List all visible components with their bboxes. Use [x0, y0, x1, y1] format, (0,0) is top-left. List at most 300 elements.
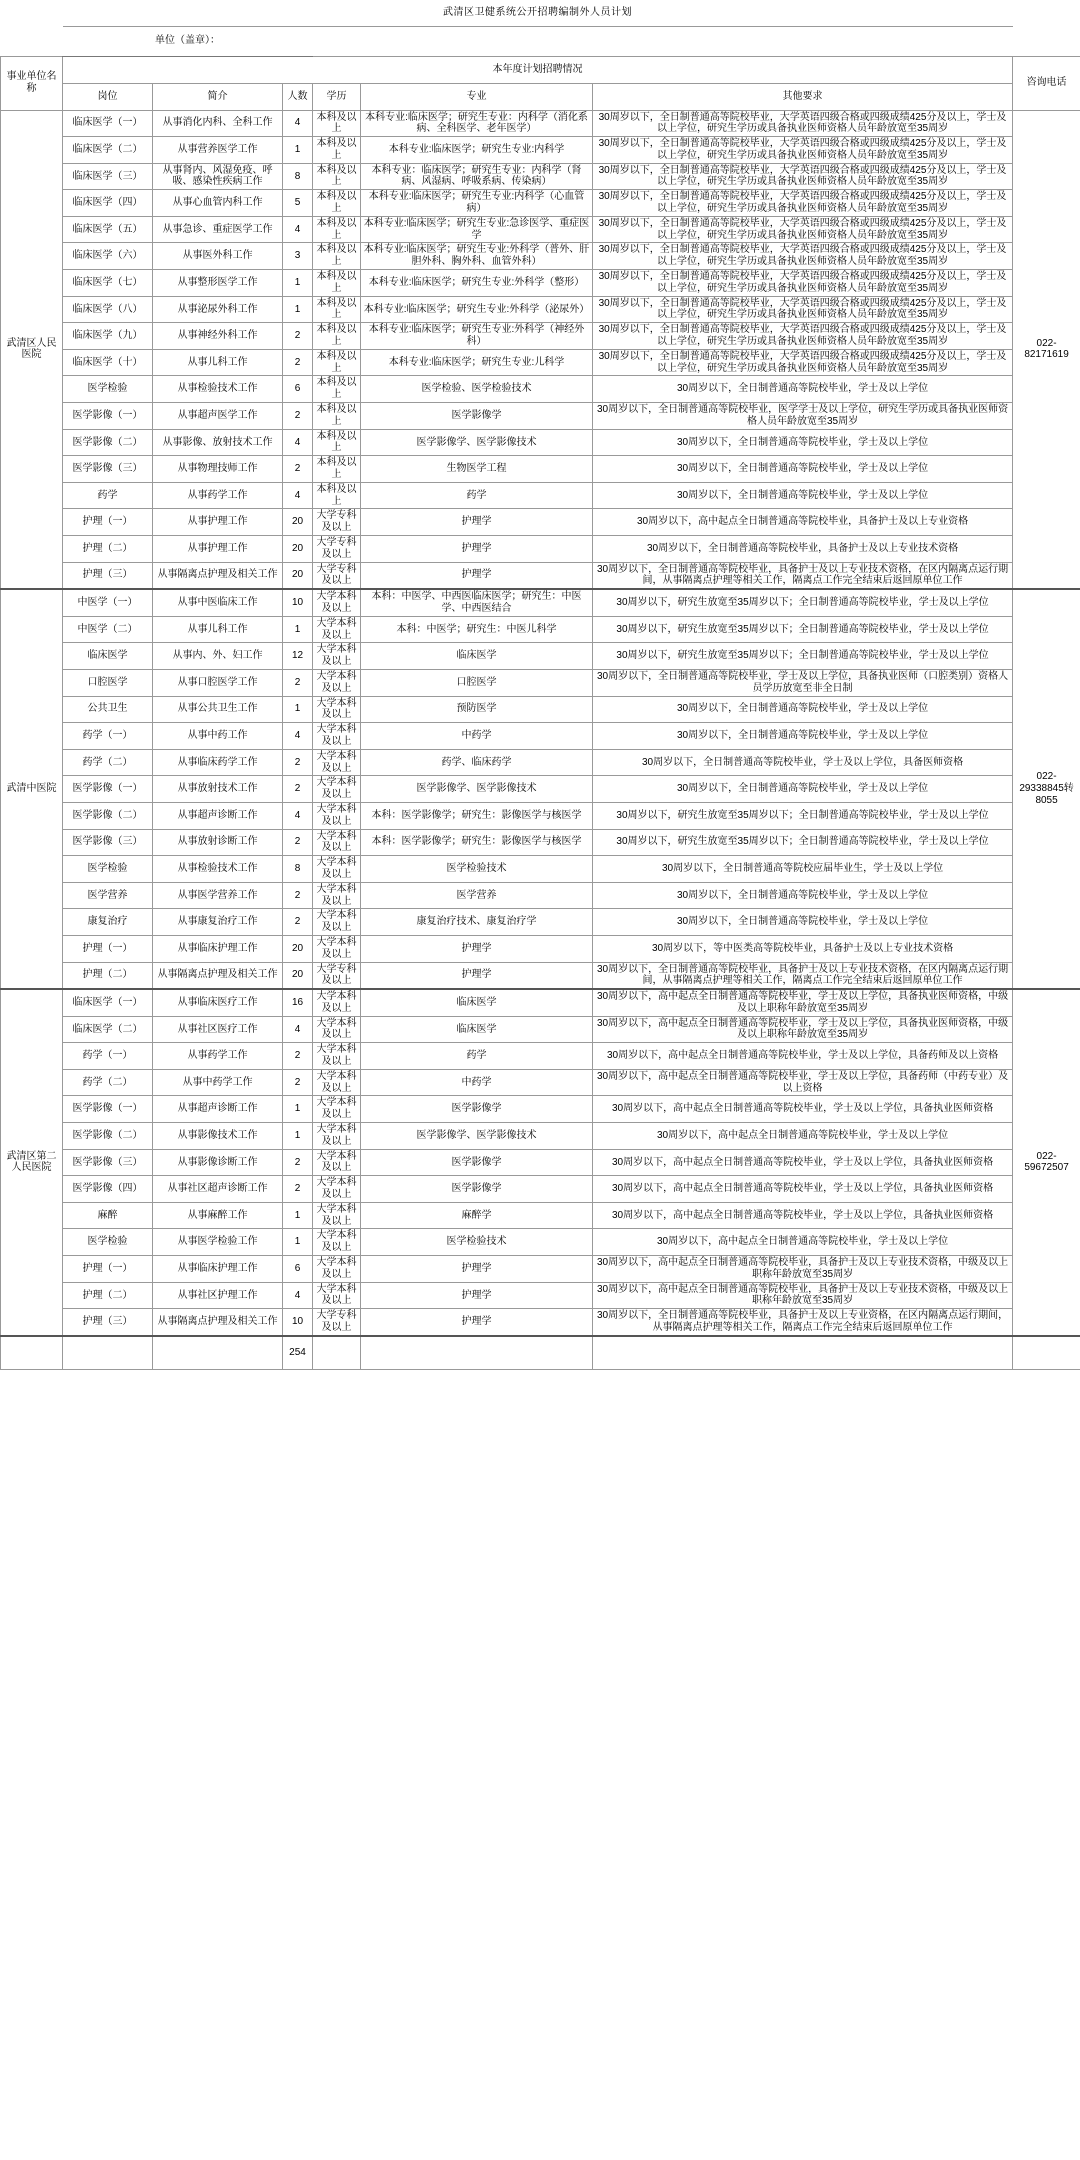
major-requirement: 本科专业:临床医学；研究生专业:内科学（心血管病） [361, 190, 593, 217]
education-requirement: 本科及以上 [313, 216, 361, 243]
headcount: 4 [283, 216, 313, 243]
unit-name-cell: 武清中医院 [1, 589, 63, 989]
major-requirement: 本科专业:临床医学；研究生专业:外科学（普外、肝胆外科、胸外科、血管外科） [361, 243, 593, 270]
table-row [1, 1123, 1080, 1150]
unit-name-cell: 武清区第二人民医院 [1, 989, 63, 1336]
table-row [1, 749, 1080, 776]
major-requirement: 护理学 [361, 1309, 593, 1336]
education-requirement: 本科及以上 [313, 190, 361, 217]
major-requirement: 本科：中医学；研究生：中医儿科学 [361, 616, 593, 643]
major-requirement: 药学 [361, 1043, 593, 1070]
table-row [1, 776, 1080, 803]
header-row-group [1, 56, 1080, 83]
table-row [1, 1256, 1080, 1283]
post-brief: 从事超声诊断工作 [153, 1096, 283, 1123]
post-name: 护理（二） [63, 1282, 153, 1309]
education-requirement: 大学本科及以上 [313, 1256, 361, 1283]
post-name: 中医学（二） [63, 616, 153, 643]
post-name: 临床医学（四） [63, 190, 153, 217]
table-row [1, 1096, 1080, 1123]
education-requirement: 大学本科及以上 [313, 1069, 361, 1096]
other-requirement: 30周岁以下，全日制普通高等院校毕业，大学英语四级合格或四级成绩425分及以上，学士及以上学位，研究生学历或具备执业医师资格人员年龄放宽至35周岁 [593, 270, 1013, 297]
total-other-blank [593, 1336, 1013, 1370]
major-requirement: 麻醉学 [361, 1202, 593, 1229]
education-requirement: 本科及以上 [313, 110, 361, 137]
headcount: 4 [283, 802, 313, 829]
post-name: 医学影像（一） [63, 403, 153, 430]
other-requirement: 30周岁以下，等中医类高等院校毕业，具备护士及以上专业技术资格 [593, 935, 1013, 962]
total-row [1, 1336, 1080, 1370]
post-name: 药学 [63, 482, 153, 509]
post-brief: 从事药学工作 [153, 482, 283, 509]
table-row [1, 1149, 1080, 1176]
education-requirement: 大学专科及以上 [313, 536, 361, 563]
post-name: 医学检验 [63, 1229, 153, 1256]
headcount: 2 [283, 749, 313, 776]
education-requirement: 本科及以上 [313, 323, 361, 350]
major-requirement: 本科专业:临床医学；研究生专业:外科学（泌尿外） [361, 296, 593, 323]
education-requirement: 大学本科及以上 [313, 749, 361, 776]
other-requirement: 30周岁以下，全日制普通高等院校毕业，医学学士及以上学位，研究生学历或具备执业医师资格人员年龄放宽至35周岁 [593, 403, 1013, 430]
education-requirement: 本科及以上 [313, 429, 361, 456]
table-row [1, 935, 1080, 962]
other-requirement: 30周岁以下，全日制普通高等院校毕业，学士及以上学位 [593, 882, 1013, 909]
headcount: 1 [283, 1123, 313, 1150]
post-name: 临床医学（二） [63, 137, 153, 164]
major-requirement: 医学影像学 [361, 1149, 593, 1176]
education-requirement: 大学本科及以上 [313, 1202, 361, 1229]
post-name: 临床医学（五） [63, 216, 153, 243]
other-requirement: 30周岁以下，高中起点全日制普通高等院校毕业，学士及以上学位，具备执业医师资格 [593, 1149, 1013, 1176]
headcount: 2 [283, 1043, 313, 1070]
headcount: 1 [283, 1202, 313, 1229]
post-name: 康复治疗 [63, 909, 153, 936]
headcount: 2 [283, 349, 313, 376]
post-name: 医学影像（二） [63, 429, 153, 456]
table-row [1, 723, 1080, 750]
education-requirement: 大学专科及以上 [313, 509, 361, 536]
post-brief: 从事护理工作 [153, 509, 283, 536]
other-requirement: 30周岁以下，高中起点全日制普通高等院校毕业，学士及以上学位 [593, 1229, 1013, 1256]
headcount: 2 [283, 403, 313, 430]
major-requirement: 药学、临床药学 [361, 749, 593, 776]
post-name: 药学（二） [63, 749, 153, 776]
post-name: 临床医学（二） [63, 1016, 153, 1043]
headcount: 2 [283, 829, 313, 856]
unit-stamp-label: 单位（盖章）： [63, 26, 313, 56]
post-brief: 从事医外科工作 [153, 243, 283, 270]
education-requirement: 大学本科及以上 [313, 909, 361, 936]
post-name: 临床医学（一） [63, 989, 153, 1016]
post-name: 临床医学（八） [63, 296, 153, 323]
total-brief-blank [153, 1336, 283, 1370]
post-brief: 从事消化内科、全科工作 [153, 110, 283, 137]
header-row-columns [1, 83, 1080, 110]
post-brief: 从事影像技术工作 [153, 1123, 283, 1150]
headcount: 1 [283, 1229, 313, 1256]
table-row [1, 323, 1080, 350]
post-brief: 从事超声医学工作 [153, 403, 283, 430]
table-row [1, 962, 1080, 989]
page-title: 武清区卫健系统公开招聘编制外人员计划 [63, 0, 1013, 26]
headcount: 5 [283, 190, 313, 217]
column-header-major: 专业 [361, 83, 593, 110]
other-requirement: 30周岁以下，全日制普通高等院校毕业，学士及以上学位 [593, 429, 1013, 456]
post-name: 医学影像（三） [63, 456, 153, 483]
column-header-unit: 事业单位名称 [1, 56, 63, 110]
table-row [1, 856, 1080, 883]
education-requirement: 大学本科及以上 [313, 669, 361, 696]
education-requirement: 大学本科及以上 [313, 1149, 361, 1176]
stamp-row [1, 26, 1080, 56]
education-requirement: 大学本科及以上 [313, 1016, 361, 1043]
headcount: 6 [283, 376, 313, 403]
post-brief: 从事肾内、风湿免疫、呼吸、感染性疾病工作 [153, 163, 283, 190]
post-name: 护理（一） [63, 935, 153, 962]
table-row [1, 376, 1080, 403]
other-requirement: 30周岁以下，全日制普通高等院校毕业，学士及以上学位，具备执业医师（口腔类别）资格人员学历放宽至非全日制 [593, 669, 1013, 696]
headcount: 1 [283, 616, 313, 643]
major-requirement: 护理学 [361, 509, 593, 536]
education-requirement: 大学本科及以上 [313, 1282, 361, 1309]
major-requirement: 本科专业:临床医学；研究生专业：内科学（消化系病、全科医学、老年医学） [361, 110, 593, 137]
headcount: 2 [283, 323, 313, 350]
other-requirement: 30周岁以下，研究生放宽至35周岁以下；全日制普通高等院校毕业，学士及以上学位 [593, 643, 1013, 670]
major-requirement: 医学检验、医学检验技术 [361, 376, 593, 403]
post-name: 临床医学（六） [63, 243, 153, 270]
post-brief: 从事公共卫生工作 [153, 696, 283, 723]
major-requirement: 医学影像学、医学影像技术 [361, 776, 593, 803]
post-brief: 从事神经外科工作 [153, 323, 283, 350]
headcount: 20 [283, 935, 313, 962]
table-row [1, 669, 1080, 696]
post-brief: 从事超声诊断工作 [153, 802, 283, 829]
major-requirement: 本科专业:临床医学；研究生专业:外科学（整形） [361, 270, 593, 297]
other-requirement: 30周岁以下，高中起点全日制普通高等院校毕业，具备护士及以上专业技术资格，中级及以上职称年龄放宽至35周岁 [593, 1256, 1013, 1283]
education-requirement: 大学本科及以上 [313, 1229, 361, 1256]
education-requirement: 本科及以上 [313, 296, 361, 323]
post-brief: 从事中医临床工作 [153, 589, 283, 616]
headcount: 4 [283, 110, 313, 137]
post-brief: 从事临床医疗工作 [153, 989, 283, 1016]
other-requirement: 30周岁以下，全日制普通高等院校毕业，学士及以上学位 [593, 723, 1013, 750]
column-header-count: 人数 [283, 83, 313, 110]
table-row [1, 509, 1080, 536]
headcount: 2 [283, 909, 313, 936]
column-header-group: 本年度计划招聘情况 [63, 56, 1013, 83]
education-requirement: 大学本科及以上 [313, 589, 361, 616]
headcount: 10 [283, 1309, 313, 1336]
post-brief: 从事医学检验工作 [153, 1229, 283, 1256]
education-requirement: 大学本科及以上 [313, 989, 361, 1016]
other-requirement: 30周岁以下，全日制普通高等院校毕业，具备护士及以上专业技术资格，在区内隔离点运行期间，从事隔离点护理等相关工作，隔离点工作完全结束后返回原单位工作 [593, 962, 1013, 989]
table-row [1, 190, 1080, 217]
post-brief: 从事儿科工作 [153, 349, 283, 376]
major-requirement: 医学影像学 [361, 1096, 593, 1123]
title-spacer-right [1013, 0, 1080, 26]
other-requirement: 30周岁以下，高中起点全日制普通高等院校毕业，学士及以上学位，具备药师（中药专业）及以上资格 [593, 1069, 1013, 1096]
other-requirement: 30周岁以下，全日制普通高等院校毕业，学士及以上学位 [593, 456, 1013, 483]
other-requirement: 30周岁以下，全日制普通高等院校毕业，大学英语四级合格或四级成绩425分及以上，学士及以上学位，研究生学历或具备执业医师资格人员年龄放宽至35周岁 [593, 323, 1013, 350]
table-row [1, 1309, 1080, 1336]
column-header-brief: 简介 [153, 83, 283, 110]
major-requirement: 临床医学 [361, 989, 593, 1016]
major-requirement: 康复治疗技术、康复治疗学 [361, 909, 593, 936]
major-requirement: 护理学 [361, 562, 593, 589]
title-spacer-left [1, 0, 63, 26]
education-requirement: 大学本科及以上 [313, 616, 361, 643]
education-requirement: 大学本科及以上 [313, 856, 361, 883]
table-row [1, 270, 1080, 297]
major-requirement: 中药学 [361, 723, 593, 750]
post-brief: 从事泌尿外科工作 [153, 296, 283, 323]
major-requirement: 医学检验技术 [361, 856, 593, 883]
headcount: 3 [283, 243, 313, 270]
education-requirement: 大学本科及以上 [313, 1123, 361, 1150]
education-requirement: 大学本科及以上 [313, 776, 361, 803]
other-requirement: 30周岁以下，全日制普通高等院校毕业，学士及以上学位 [593, 909, 1013, 936]
post-name: 临床医学（三） [63, 163, 153, 190]
headcount: 1 [283, 1096, 313, 1123]
stamp-spacer-c [593, 26, 1013, 56]
post-name: 护理（一） [63, 509, 153, 536]
post-brief: 从事医学营养工作 [153, 882, 283, 909]
education-requirement: 大学本科及以上 [313, 1176, 361, 1203]
education-requirement: 本科及以上 [313, 137, 361, 164]
table-row [1, 562, 1080, 589]
table-row [1, 589, 1080, 616]
headcount: 1 [283, 137, 313, 164]
other-requirement: 30周岁以下，全日制普通高等院校毕业，具备护士及以上专业资格，在区内隔离点运行期间，从事隔离点护理等相关工作，隔离点工作完全结束后返回原单位工作 [593, 1309, 1013, 1336]
other-requirement: 30周岁以下，高中起点全日制普通高等院校毕业，具备护士及以上专业资格 [593, 509, 1013, 536]
major-requirement: 本科专业：临床医学；研究生专业：内科学（肾病、风湿病、呼吸系病、传染病） [361, 163, 593, 190]
education-requirement: 本科及以上 [313, 482, 361, 509]
other-requirement: 30周岁以下，高中起点全日制普通高等院校毕业，学士及以上学位 [593, 1123, 1013, 1150]
post-brief: 从事检验技术工作 [153, 376, 283, 403]
education-requirement: 本科及以上 [313, 243, 361, 270]
post-name: 医学影像（二） [63, 1123, 153, 1150]
major-requirement: 护理学 [361, 1282, 593, 1309]
post-brief: 从事营养医学工作 [153, 137, 283, 164]
column-header-phone: 咨询电话 [1013, 56, 1080, 110]
post-brief: 从事隔离点护理及相关工作 [153, 962, 283, 989]
other-requirement: 30周岁以下，全日制普通高等院校毕业，大学英语四级合格或四级成绩425分及以上，学士及以上学位，研究生学历或具备执业医师资格人员年龄放宽至35周岁 [593, 163, 1013, 190]
total-major-blank [361, 1336, 593, 1370]
post-name: 护理（三） [63, 562, 153, 589]
post-name: 医学影像（二） [63, 802, 153, 829]
post-brief: 从事临床护理工作 [153, 935, 283, 962]
education-requirement: 大学本科及以上 [313, 643, 361, 670]
table-row [1, 1282, 1080, 1309]
education-requirement: 大学本科及以上 [313, 829, 361, 856]
education-requirement: 本科及以上 [313, 456, 361, 483]
table-row [1, 1202, 1080, 1229]
major-requirement: 本科专业:临床医学；研究生专业:内科学 [361, 137, 593, 164]
post-brief: 从事中药工作 [153, 723, 283, 750]
major-requirement: 护理学 [361, 935, 593, 962]
major-requirement: 护理学 [361, 1256, 593, 1283]
headcount: 4 [283, 482, 313, 509]
headcount: 8 [283, 856, 313, 883]
other-requirement: 30周岁以下，高中起点全日制普通高等院校毕业，具备护士及以上专业技术资格，中级及以上职称年龄放宽至35周岁 [593, 1282, 1013, 1309]
major-requirement: 临床医学 [361, 643, 593, 670]
major-requirement: 生物医学工程 [361, 456, 593, 483]
table-row [1, 989, 1080, 1016]
total-post-blank [63, 1336, 153, 1370]
headcount: 4 [283, 723, 313, 750]
education-requirement: 大学本科及以上 [313, 723, 361, 750]
headcount: 20 [283, 562, 313, 589]
other-requirement: 30周岁以下，全日制普通高等院校毕业，具备护士及以上专业技术资格 [593, 536, 1013, 563]
other-requirement: 30周岁以下，研究生放宽至35周岁以下；全日制普通高等院校毕业，学士及以上学位 [593, 616, 1013, 643]
education-requirement: 本科及以上 [313, 270, 361, 297]
post-brief: 从事中药学工作 [153, 1069, 283, 1096]
major-requirement: 护理学 [361, 536, 593, 563]
post-name: 公共卫生 [63, 696, 153, 723]
post-brief: 从事临床药学工作 [153, 749, 283, 776]
major-requirement: 本科：中医学、中西医临床医学；研究生：中医学、中西医结合 [361, 589, 593, 616]
contact-phone: 022-29338845转8055 [1013, 589, 1080, 989]
post-name: 临床医学（九） [63, 323, 153, 350]
table-row [1, 482, 1080, 509]
headcount: 2 [283, 1069, 313, 1096]
post-brief: 从事放射诊断工作 [153, 829, 283, 856]
column-header-post: 岗位 [63, 83, 153, 110]
post-brief: 从事药学工作 [153, 1043, 283, 1070]
education-requirement: 大学专科及以上 [313, 1309, 361, 1336]
post-brief: 从事急诊、重症医学工作 [153, 216, 283, 243]
headcount: 12 [283, 643, 313, 670]
post-brief: 从事社区护理工作 [153, 1282, 283, 1309]
post-name: 医学检验 [63, 856, 153, 883]
major-requirement: 医学影像学 [361, 403, 593, 430]
post-brief: 从事放射技术工作 [153, 776, 283, 803]
post-name: 临床医学（十） [63, 349, 153, 376]
other-requirement: 30周岁以下，全日制普通高等院校毕业，大学英语四级合格或四级成绩425分及以上，学士及以上学位，研究生学历或具备执业医师资格人员年龄放宽至35周岁 [593, 243, 1013, 270]
education-requirement: 本科及以上 [313, 349, 361, 376]
major-requirement: 中药学 [361, 1069, 593, 1096]
post-name: 临床医学 [63, 643, 153, 670]
headcount: 4 [283, 1016, 313, 1043]
major-requirement: 药学 [361, 482, 593, 509]
post-name: 药学（二） [63, 1069, 153, 1096]
headcount: 2 [283, 456, 313, 483]
headcount: 2 [283, 1176, 313, 1203]
post-name: 药学（一） [63, 723, 153, 750]
post-name: 护理（一） [63, 1256, 153, 1283]
post-brief: 从事影像、放射技术工作 [153, 429, 283, 456]
post-name: 护理（二） [63, 536, 153, 563]
major-requirement: 临床医学 [361, 1016, 593, 1043]
headcount: 2 [283, 776, 313, 803]
post-name: 临床医学（一） [63, 110, 153, 137]
education-requirement: 大学本科及以上 [313, 935, 361, 962]
education-requirement: 大学本科及以上 [313, 696, 361, 723]
post-name: 临床医学（七） [63, 270, 153, 297]
headcount: 6 [283, 1256, 313, 1283]
post-name: 医学影像（三） [63, 1149, 153, 1176]
post-brief: 从事康复治疗工作 [153, 909, 283, 936]
post-brief: 从事社区医疗工作 [153, 1016, 283, 1043]
total-edu-blank [313, 1336, 361, 1370]
other-requirement: 30周岁以下，全日制普通高等院校毕业，大学英语四级合格或四级成绩425分及以上，学士及以上学位，研究生学历或具备执业医师资格人员年龄放宽至35周岁 [593, 137, 1013, 164]
headcount: 10 [283, 589, 313, 616]
table-row [1, 137, 1080, 164]
headcount: 4 [283, 1282, 313, 1309]
education-requirement: 大学本科及以上 [313, 882, 361, 909]
stamp-spacer-a [313, 26, 361, 56]
post-brief: 从事物理技师工作 [153, 456, 283, 483]
major-requirement: 医学影像学、医学影像技术 [361, 1123, 593, 1150]
post-brief: 从事临床护理工作 [153, 1256, 283, 1283]
post-brief: 从事心血管内科工作 [153, 190, 283, 217]
major-requirement: 本科专业:临床医学；研究生专业:儿科学 [361, 349, 593, 376]
table-row [1, 696, 1080, 723]
contact-phone: 022-82171619 [1013, 110, 1080, 589]
table-row [1, 802, 1080, 829]
other-requirement: 30周岁以下，全日制普通高等院校毕业，学士及以上学位 [593, 696, 1013, 723]
other-requirement: 30周岁以下，全日制普通高等院校毕业，大学英语四级合格或四级成绩425分及以上，学士及以上学位，研究生学历或具备执业医师资格人员年龄放宽至35周岁 [593, 216, 1013, 243]
table-row [1, 1043, 1080, 1070]
education-requirement: 本科及以上 [313, 403, 361, 430]
table-row [1, 829, 1080, 856]
major-requirement: 预防医学 [361, 696, 593, 723]
other-requirement: 30周岁以下，全日制普通高等院校毕业，学士及以上学位 [593, 482, 1013, 509]
major-requirement: 医学影像学、医学影像技术 [361, 429, 593, 456]
post-name: 中医学（一） [63, 589, 153, 616]
other-requirement: 30周岁以下，高中起点全日制普通高等院校毕业，学士及以上学位，具备执业医师资格 [593, 1096, 1013, 1123]
post-name: 医学影像（一） [63, 1096, 153, 1123]
other-requirement: 30周岁以下，研究生放宽至35周岁以下；全日制普通高等院校毕业，学士及以上学位 [593, 802, 1013, 829]
table-row [1, 456, 1080, 483]
table-row [1, 1176, 1080, 1203]
education-requirement: 大学专科及以上 [313, 562, 361, 589]
education-requirement: 大学专科及以上 [313, 962, 361, 989]
column-header-other: 其他要求 [593, 83, 1013, 110]
other-requirement: 30周岁以下，全日制普通高等院校毕业，学士及以上学位 [593, 376, 1013, 403]
education-requirement: 本科及以上 [313, 376, 361, 403]
other-requirement: 30周岁以下，高中起点全日制普通高等院校毕业，学士及以上学位，具备执业医师资格，中级及以上职称年龄放宽至35周岁 [593, 989, 1013, 1016]
headcount: 2 [283, 882, 313, 909]
unit-name-cell: 武清区人民医院 [1, 110, 63, 589]
post-brief: 从事内、外、妇工作 [153, 643, 283, 670]
headcount: 20 [283, 509, 313, 536]
table-row [1, 1016, 1080, 1043]
table-row [1, 643, 1080, 670]
major-requirement: 本科：医学影像学；研究生：影像医学与核医学 [361, 829, 593, 856]
education-requirement: 本科及以上 [313, 163, 361, 190]
other-requirement: 30周岁以下，高中起点全日制普通高等院校毕业，学士及以上学位，具备药师及以上资格 [593, 1043, 1013, 1070]
major-requirement: 医学检验技术 [361, 1229, 593, 1256]
stamp-spacer-left [1, 26, 63, 56]
table-row [1, 536, 1080, 563]
headcount: 1 [283, 696, 313, 723]
education-requirement: 大学本科及以上 [313, 802, 361, 829]
post-name: 护理（二） [63, 962, 153, 989]
post-brief: 从事检验技术工作 [153, 856, 283, 883]
major-requirement: 本科专业:临床医学；研究生专业:外科学（神经外科） [361, 323, 593, 350]
post-name: 口腔医学 [63, 669, 153, 696]
table-row [1, 429, 1080, 456]
contact-phone: 022-59672507 [1013, 989, 1080, 1336]
other-requirement: 30周岁以下，全日制普通高等院校毕业，大学英语四级合格或四级成绩425分及以上，学士及以上学位，研究生学历或具备执业医师资格人员年龄放宽至35周岁 [593, 110, 1013, 137]
education-requirement: 大学本科及以上 [313, 1043, 361, 1070]
post-name: 药学（一） [63, 1043, 153, 1070]
column-header-education: 学历 [313, 83, 361, 110]
major-requirement: 医学营养 [361, 882, 593, 909]
post-brief: 从事社区超声诊断工作 [153, 1176, 283, 1203]
major-requirement: 医学影像学 [361, 1176, 593, 1203]
